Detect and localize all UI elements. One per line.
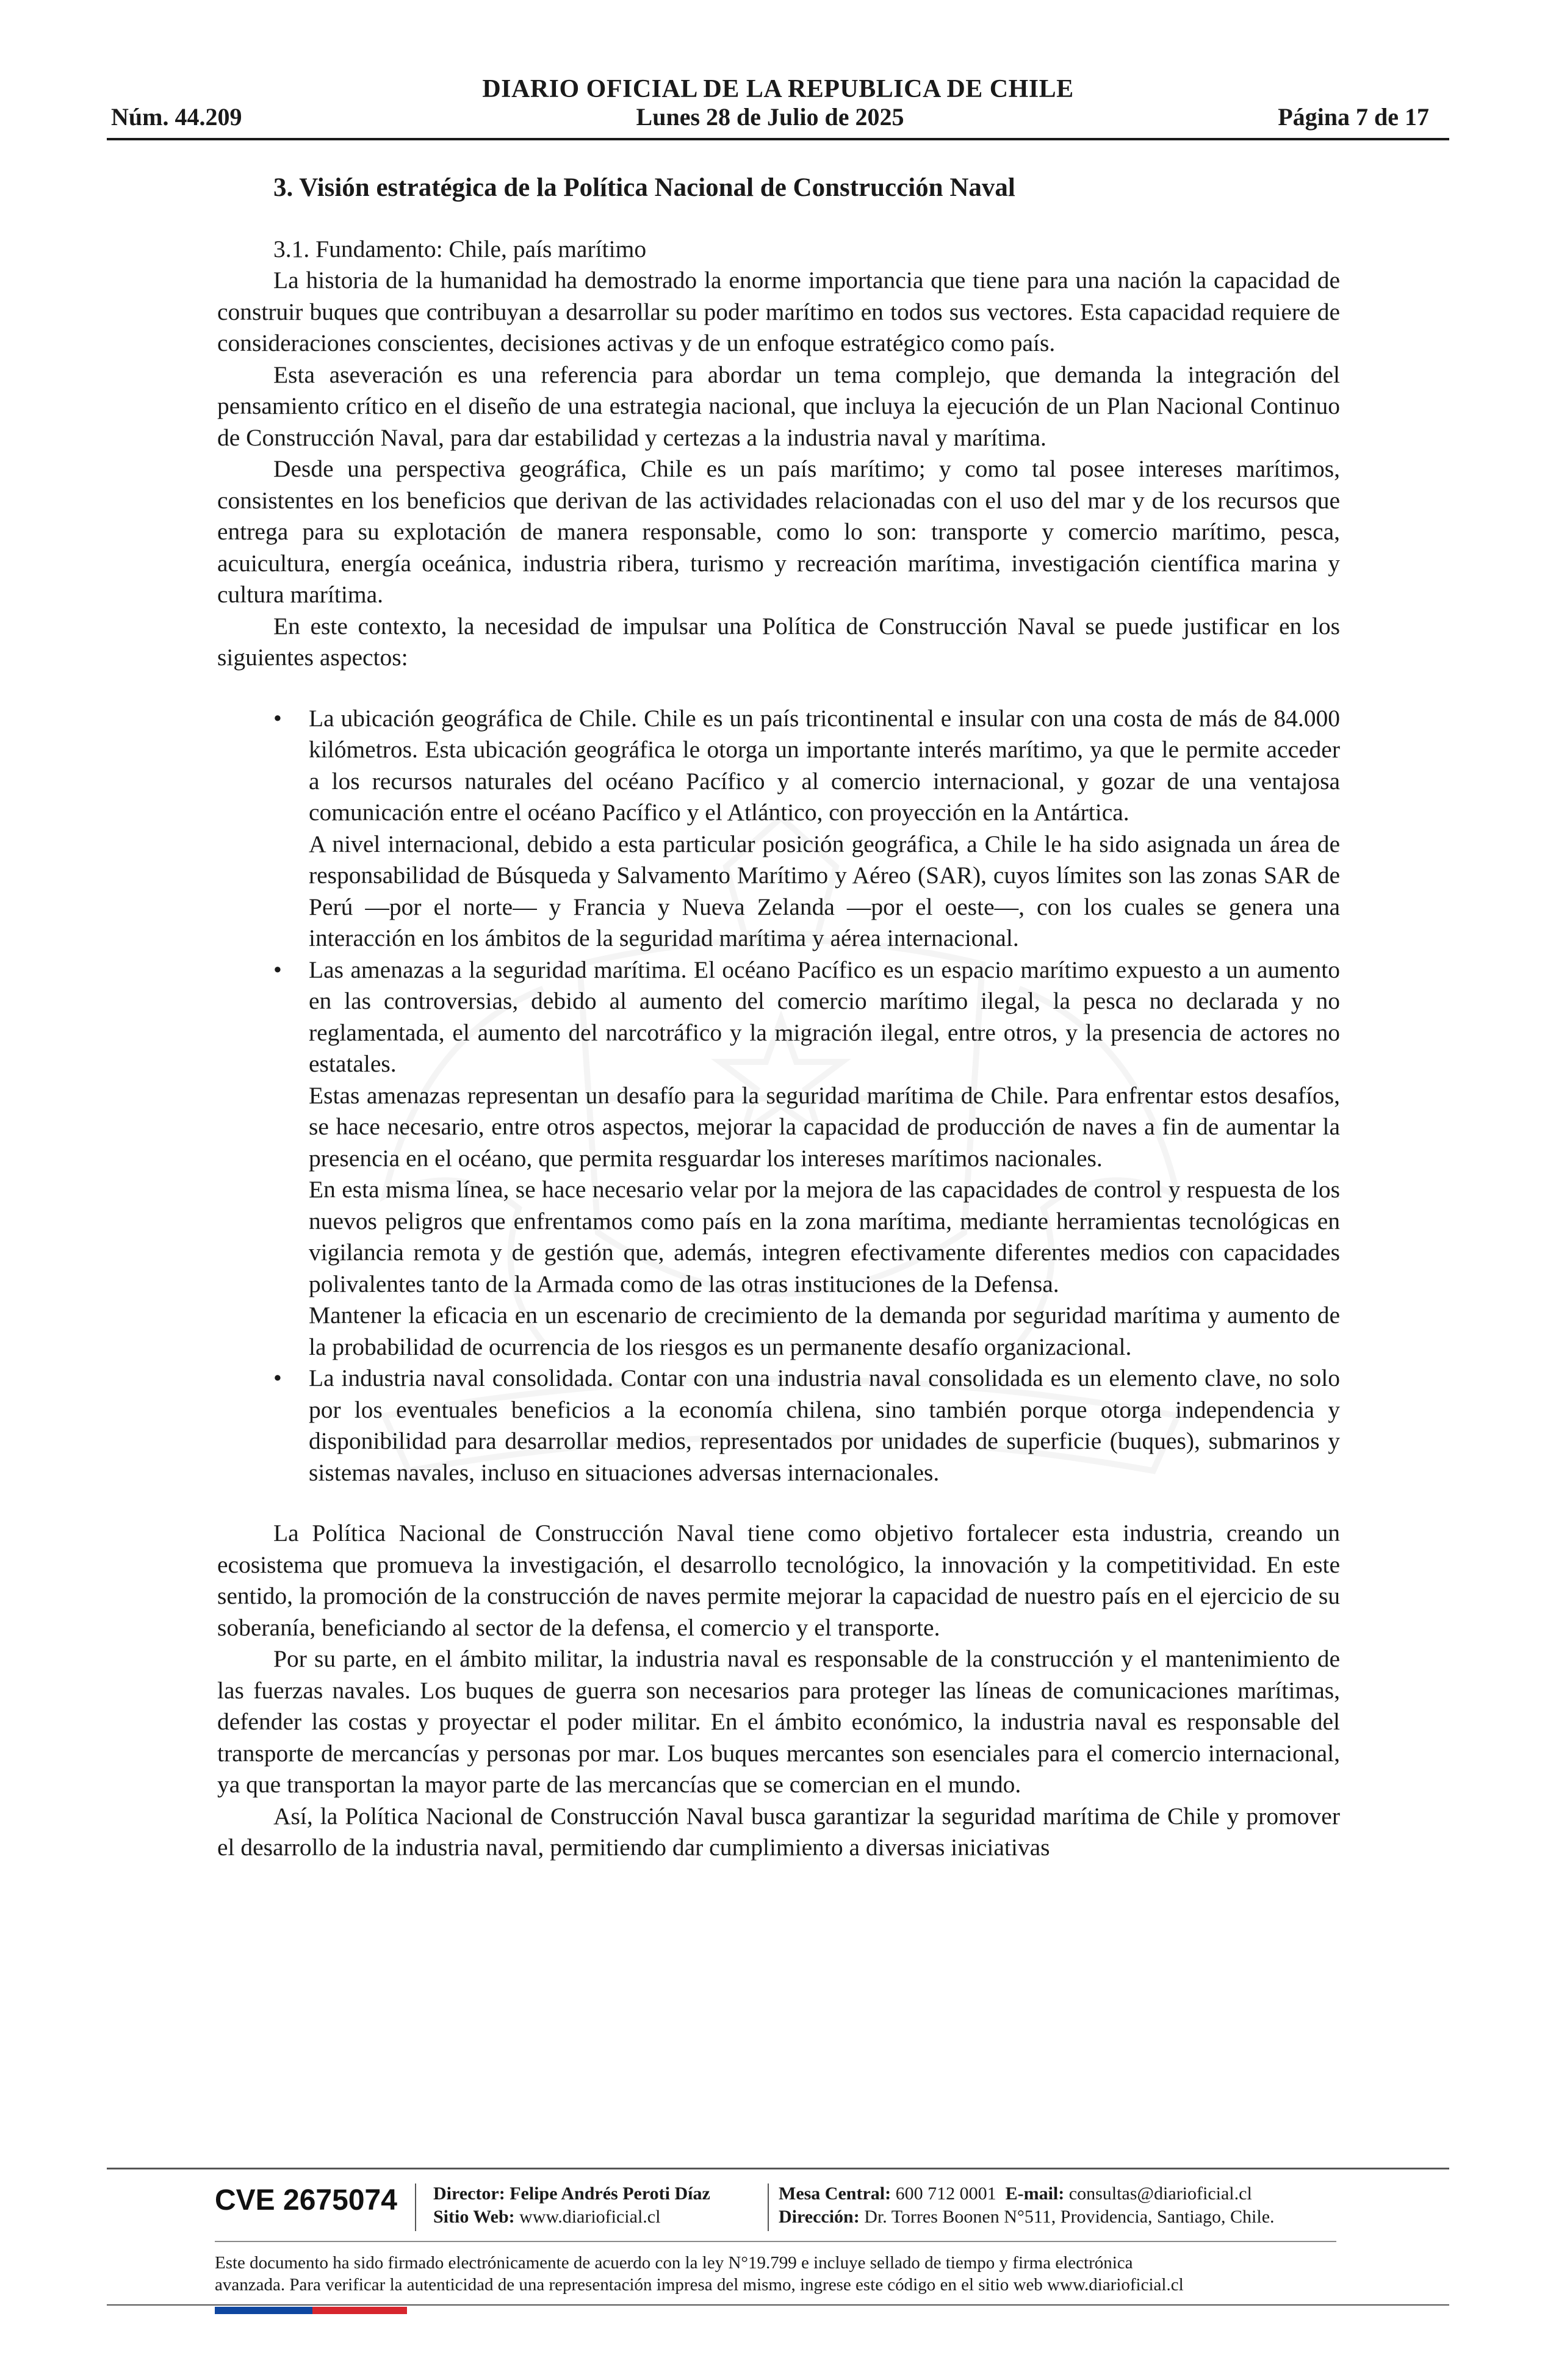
list-item [217,954,1340,1363]
paragraph: En este contexto, la necesidad de impulsar una Política de Construcción Naval se puede justificar en los siguientes aspectos: [217,612,1340,671]
legal-notice-line: Este documento ha sido firmado electrónicamente de acuerdo con la ley N°19.799 e incluye sellado de tiempo y firma electrónica [215,2253,1133,2273]
paragraph: La Política Nacional de Construcción Naval tiene como objetivo fortalecer esta industria, creando un ecosistema que promueva la investigación, el desarrollo tecnológico, la innovación y la competitividad. En este sentido, la promoción de la construcción de naves permite mejorar la capacidad de nuestro país en el ejercicio de su soberanía, beneficiando al sector de la defensa, el comercio y el transporte. [217,1520,1340,1641]
list-item-text: La ubicación geográfica de Chile. Chile es un país tricontinental e insular con una costa de más de 84.000 kilómetros. Esta ubicación geográfica le otorga un importante interés marítimo, ya que le permite acceder a los recursos naturales del océano Pacífico y al comercio internacional, y gozar de una ventajosa comunicación entre el océano Pacífico y el Atlántico, con proyección en la Antártica. [309,704,1340,826]
paragraph: Desde una perspectiva geográfica, Chile es un país marítimo; y como tal posee intereses marítimos, consistentes en los beneficios que derivan de las actividades relacionadas con el uso del mar y de los recursos que entrega para su explotación de manera responsable, como lo son: transporte y comercio marítimo, pesca, acuicultura, energía oceánica, industria ribera, turismo y recreación marítima, investigación científica marina y cultura marítima. [217,455,1340,608]
legal-notice [215,2252,1362,2296]
bullet-icon: • [273,704,282,732]
spacer [217,674,1340,703]
list-item-text: A nivel internacional, debido a esta particular posición geográfica, a Chile le ha sido asignada un área de responsabilidad de Búsqueda y Salvamento Marítimo y Aéreo (SAR), cuyos límites son las zonas SAR de Perú —por el norte— y Francia y Nueva Zelanda —por el oeste—, con los cuales se genera una interacción en los ámbitos de la seguridad marítima y aérea internacional. [309,830,1340,951]
paragraph: La historia de la humanidad ha demostrado la enorme importancia que tiene para una nación la capacidad de construir buques que contribuyan a desarrollar su poder marítimo en todos sus vectores. Esta capacidad requiere de consideraciones conscientes, decisiones activas y de un enfoque estratégico como país. [217,267,1340,356]
list-item [217,703,1340,954]
newspaper-title: DIARIO OFICIAL DE LA REPUBLICA DE CHILE [482,75,1074,103]
footer-separator [768,2183,769,2231]
list-item-text: La industria naval consolidada. Contar con una industria naval consolidada es un elemento clave, no solo por los eventuales beneficios a la economía chilena, sino también porque otorga independencia y disponibilidad para desarrollar medios, representados por unidades de superficie (buques), submarinos y sistemas navales, incluso en situaciones adversas internacionales. [309,1365,1340,1486]
footer-contact-block [779,2182,1275,2229]
email-label: E-mail: [1005,2183,1065,2204]
subsection-heading: 3.1. Fundamento: Chile, país marítimo [273,235,647,262]
bullet-icon: • [273,1365,282,1391]
bullet-icon: • [273,956,282,983]
header-meta-row [111,103,1429,134]
issue-number: Núm. 44.209 [111,103,242,131]
footer-separator [415,2183,416,2231]
director-label: Director: [433,2183,505,2204]
list-item [217,1363,1340,1488]
spacer [217,1488,1340,1518]
cve-code: CVE 2675074 [215,2184,397,2216]
page-number: Página 7 de 17 [1278,103,1429,131]
header-divider [107,138,1449,140]
paragraph: Por su parte, en el ámbito militar, la industria naval es responsable de la construcción y el mantenimiento de las fuerzas navales. Los buques de guerra son necesarios para proteger las líneas de comunicaciones marítimas, defender las costas y proyectar el poder militar. En el ámbito económico, la industria naval es responsable del transporte de mercancías y personas por mar. Los buques mercantes son esenciales para el comercio internacional, ya que transportan la mayor parte de las mercancías que se comercian en el mundo. [217,1645,1340,1798]
website-link[interactable]: www.diarioficial.cl [519,2207,661,2227]
footer-inner-divider [215,2241,1336,2242]
website-label: Sitio Web: [433,2207,515,2227]
flag-stripe-blue [215,2307,312,2314]
list-item-text: Mantener la eficacia en un escenario de crecimiento de la demanda por seguridad marítima y aumento de la probabilidad de ocurrencia de los riesgos es un permanente desafío organizacional. [309,1302,1340,1360]
director-name: Felipe Andrés Peroti Díaz [510,2183,710,2204]
address-label: Dirección: [779,2207,860,2227]
list-item-text: Estas amenazas representan un desafío para la seguridad marítima de Chile. Para enfrentar estos desafíos, se hace necesario, entre otros aspectos, mejorar la capacidad de producción de naves a fin de aumentar la presencia en el océano, que permita resguardar los intereses marítimos nacionales. [309,1081,1340,1172]
document-body [217,172,1340,1864]
email-link[interactable]: consultas@diarioficial.cl [1068,2183,1252,2204]
flag-stripe-red [312,2307,407,2314]
address-value: Dr. Torres Boonen N°511, Providencia, Santiago, Chile. [864,2207,1275,2227]
phone-value: 600 712 0001 [895,2183,996,2204]
footer-bottom-divider [107,2304,1449,2306]
section-title: 3. Visión estratégica de la Política Nacional de Construcción Naval [273,173,1015,202]
footer-divider [107,2168,1449,2169]
footer-director-block [433,2182,710,2229]
list-item-text: En esta misma línea, se hace necesario velar por la mejora de las capacidades de control y respuesta de los nuevos peligros que enfrentamos como país en la zona marítima, mediante herramientas tecnológicas en vigilancia remota y de gestión que, además, integren efectivamente diferentes medios con capacidades polivalentes tanto de la Armada como de las otras instituciones de la Defensa. [309,1176,1340,1297]
list-item-text: Las amenazas a la seguridad marítima. El océano Pacífico es un espacio marítimo expuesto a un aumento en las controversias, debido al aumento del comercio marítimo ilegal, la pesca no declarada y no reglamentada, el aumento del narcotráfico y la migración ilegal, entre otros, y la presencia de actores no estatales. [309,956,1340,1077]
paragraph: Así, la Política Nacional de Construcción Naval busca garantizar la seguridad marítima de Chile y promover el desarrollo de la industria naval, permitiendo dar cumplimiento a diversas iniciativas [217,1802,1340,1861]
aspects-list [217,703,1340,1489]
paragraph: Esta aseveración es una referencia para abordar un tema complejo, que demanda la integración del pensamiento crítico en el diseño de una estrategia nacional, que incluya la ejecución de un Plan Nacional Continuo de Construcción Naval, para dar estabilidad y certezas a la industria naval y marítima. [217,361,1340,451]
legal-notice-line: avanzada. Para verificar la autenticidad de una representación impresa del mismo, ingrese este código en el sitio web www.diarioficial.cl [215,2275,1184,2295]
phone-label: Mesa Central: [779,2183,891,2204]
issue-date: Lunes 28 de Julio de 2025 [636,103,904,131]
